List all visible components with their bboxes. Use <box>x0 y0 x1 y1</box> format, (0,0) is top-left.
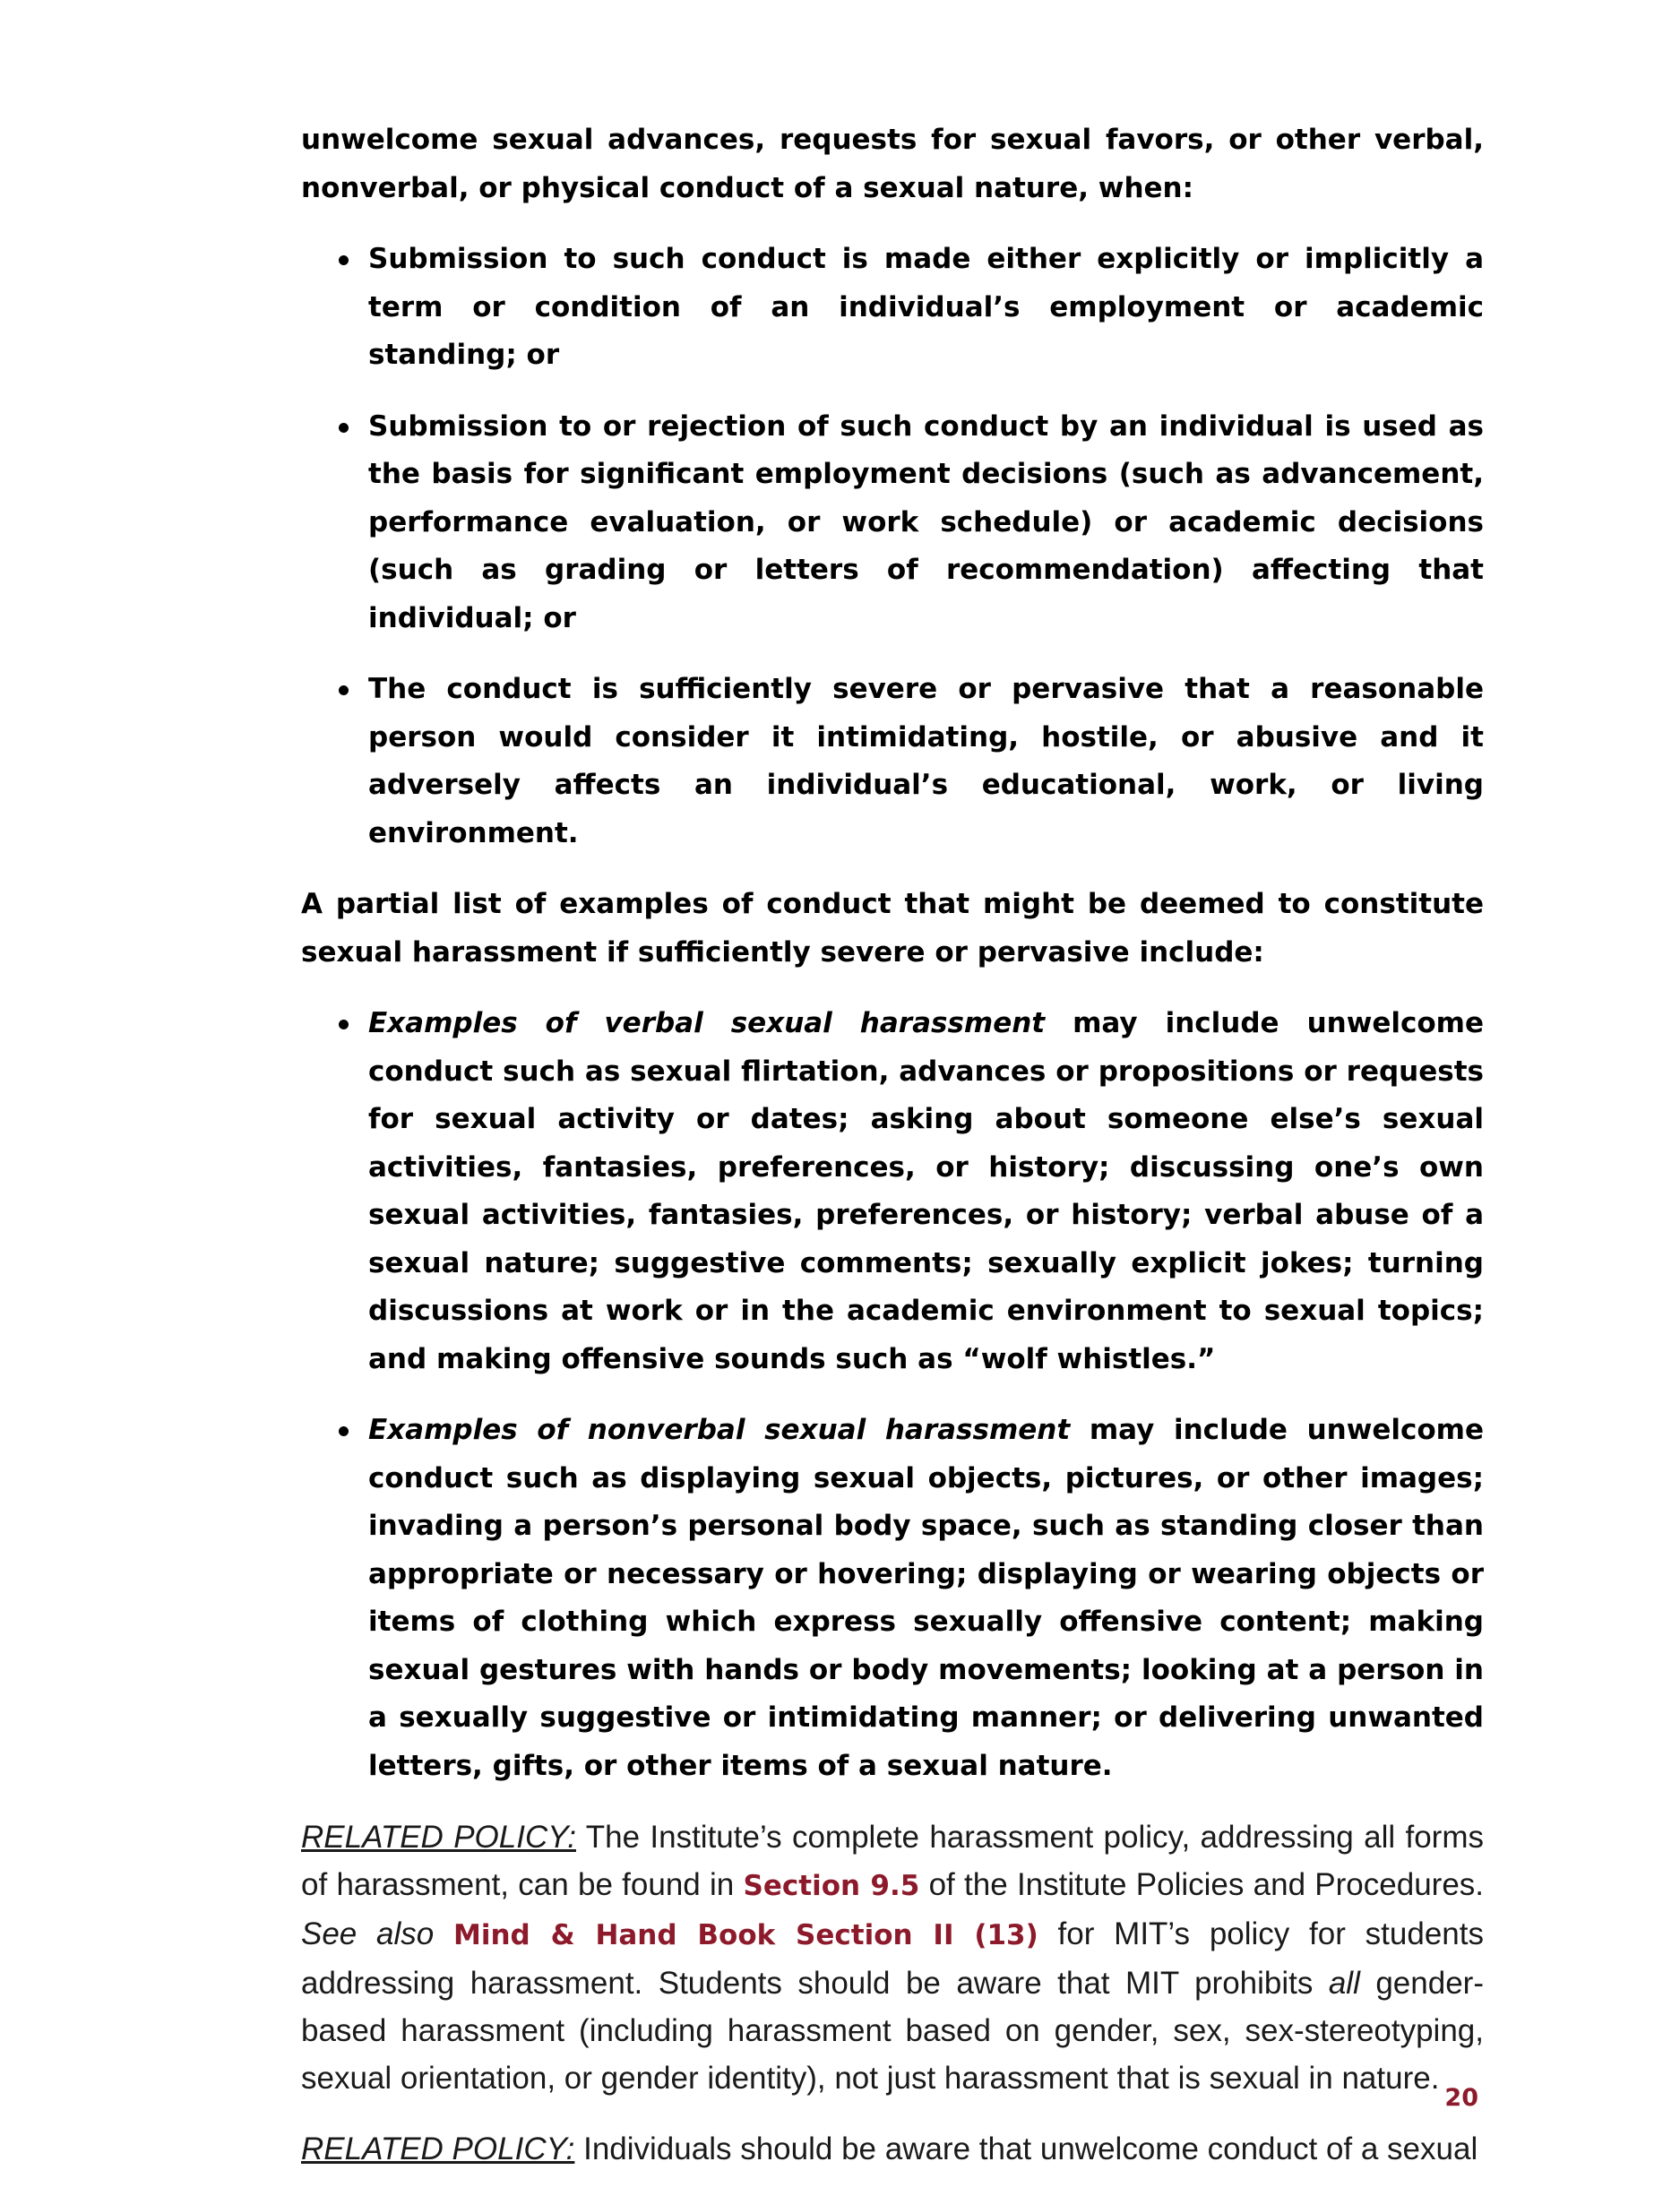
bullet-icon <box>339 685 349 695</box>
examples-intro-paragraph: A partial list of examples of conduct that might be deemed to constitute sexual harassment if sufficiently severe or pervasive include: <box>301 888 1484 969</box>
related-policy-text: The Institute’s complete harassment policy, addressing all forms of harassment, can be found in <box>301 1820 1484 1902</box>
example-lead: Examples of nonverbal sexual harassment <box>368 1414 1071 1446</box>
intro-paragraph: unwelcome sexual advances, requests for sexual favors, or other verbal, nonverbal, or physical conduct of a sexual nature, when: <box>301 124 1484 204</box>
bullet-icon <box>339 255 349 265</box>
bullet-icon <box>339 1426 349 1436</box>
list-item <box>301 1407 1484 1790</box>
bullet-icon <box>339 1020 349 1029</box>
list-item <box>301 236 1484 380</box>
related-policy-label: RELATED POLICY: <box>301 2131 575 2166</box>
example-paragraph <box>368 1000 1484 1383</box>
see-also-text: See also <box>301 1916 435 1951</box>
related-policy-text: gender-based harassment (including harassment based on gender, sex, sex-stereotyping, sexual orientation, or gender identity), not just harassment that is sexual in nature. <box>301 1966 1484 2096</box>
mind-hand-book-link[interactable]: Mind & Hand Book Section II (13) <box>453 1919 1038 1951</box>
condition-text: Submission to such conduct is made either explicitly or implicitly a term or condition of an individual’s employment or academic standing; or <box>368 243 1484 371</box>
condition-text: Submission to or rejection of such conduct by an individual is used as the basis for significant employment decisions (such as advancement, performance evaluation, or work schedule) or academic decisions (such as grading or letters of recommendation) affecting that individual; or <box>368 409 1484 634</box>
examples-list <box>301 1000 1484 1790</box>
related-policy-text <box>434 1916 453 1951</box>
related-policy-text: for MIT’s policy for students addressing harassment. Students should be aware that MIT prohibits <box>301 1916 1484 2001</box>
list-item <box>301 666 1484 857</box>
condition-text: The conduct is sufficiently severe or pervasive that a reasonable person would consider it intimidating, hostile, or abusive and it adversely affects an individual’s educational, work, or living environment. <box>368 673 1484 849</box>
related-policy-label: RELATED POLICY: <box>301 1820 576 1855</box>
bullet-icon <box>339 423 349 433</box>
example-paragraph <box>368 1407 1484 1790</box>
document-body <box>301 116 1484 2196</box>
section-9-5-link[interactable]: Section 9.5 <box>743 1870 920 1902</box>
all-emphasis: all <box>1328 1966 1360 2001</box>
related-policy-paragraph-2 <box>301 2125 1484 2173</box>
list-item <box>301 1000 1484 1383</box>
example-text: may include unwelcome conduct such as displaying sexual objects, pictures, or other images; invading a person’s personal body space, such as standing closer than appropriate or necessary or hovering; displaying or wearing objects or items of clothing which express sexually offensive content; making sexual gestures with hands or body movements; looking at a person in a sexually suggestive or intimidating manner; or delivering unwanted letters, gifts, or other items of a sexual nature. <box>368 1414 1485 1782</box>
example-text: may include unwelcome conduct such as sexual flirtation, advances or propositions or requests for sexual activity or dates; asking about someone else’s sexual activities, fantasies, preferences, or history; discussing one’s own sexual activities, fantasies, preferences, or history; verbal abuse of a sexual nature; suggestive comments; sexually explicit jokes; turning discussions at work or in the academic environment to sexual topics; and making offensive sounds such as “wolf whistles.” <box>368 1007 1485 1375</box>
example-lead: Examples of verbal sexual harassment <box>368 1007 1046 1039</box>
conditions-list <box>301 236 1484 857</box>
related-policy-text: Individuals should be aware that unwelcome conduct of a sexual <box>574 2131 1478 2166</box>
related-policy-paragraph <box>301 1813 1484 2102</box>
page-number: 20 <box>1444 2084 1478 2112</box>
list-item <box>301 403 1484 643</box>
related-policy-text: of the Institute Policies and Procedures. <box>919 1867 1485 1902</box>
